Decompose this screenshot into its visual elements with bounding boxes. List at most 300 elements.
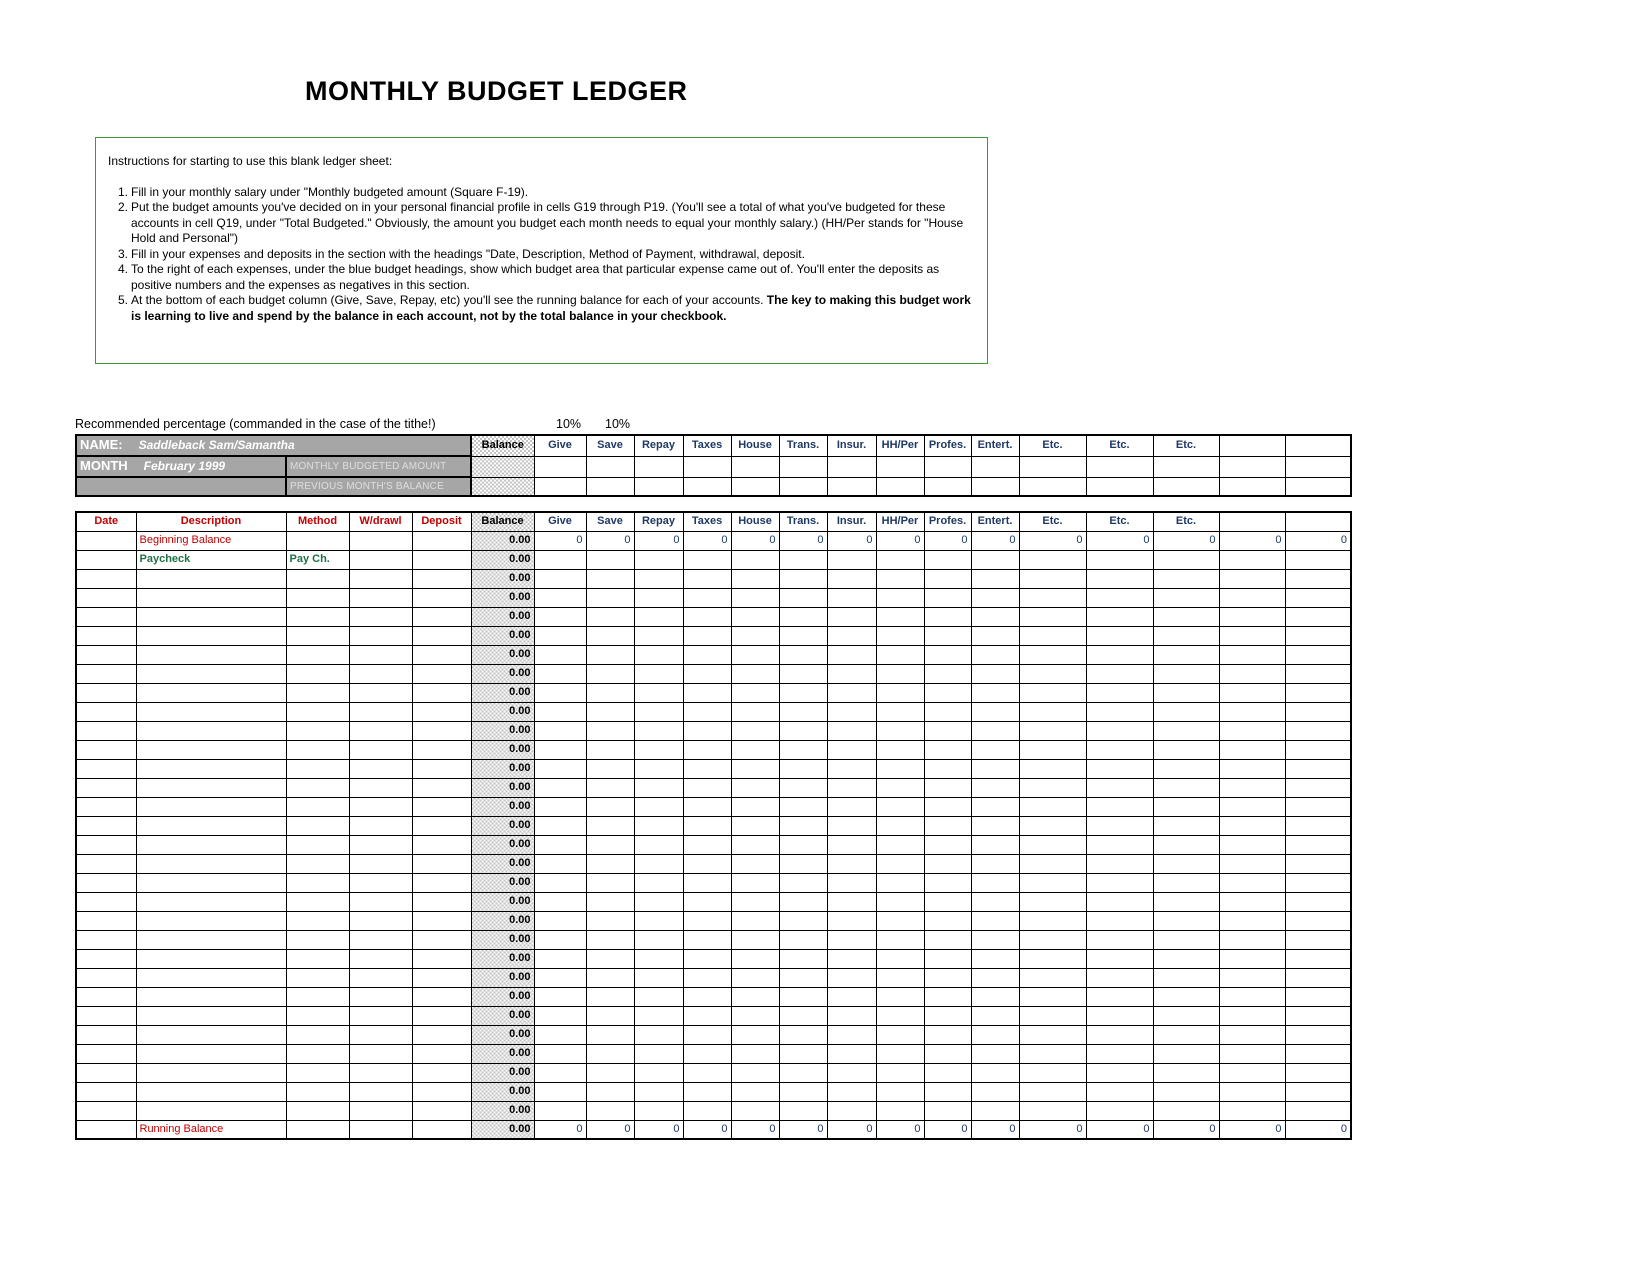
category-amount-cell (779, 930, 827, 949)
name-cell (76, 435, 471, 456)
monthly-budgeted-amount-label: MONTHLY BUDGETED AMOUNT (286, 456, 471, 477)
description-cell (136, 721, 286, 740)
category-amount-cell (1285, 664, 1351, 683)
category-amount-cell (731, 854, 779, 873)
category-amount-cell (683, 683, 731, 702)
category-amount-cell (876, 854, 924, 873)
category-header-etc: Etc. (1086, 512, 1153, 531)
category-amount-cell (534, 854, 586, 873)
category-amount-cell: 0 (779, 1120, 827, 1139)
category-amount-cell: 0 (971, 1120, 1019, 1139)
category-amount-cell (1285, 740, 1351, 759)
category-amount-cell (683, 740, 731, 759)
ledger-row-paycheck (76, 550, 1351, 569)
category-amount-cell (827, 892, 876, 911)
date-cell (76, 1120, 136, 1139)
category-amount-cell (924, 1025, 971, 1044)
category-amount-cell (586, 1063, 634, 1082)
deposit-cell (412, 930, 471, 949)
category-amount-cell (876, 664, 924, 683)
category-amount-cell (634, 949, 683, 968)
category-amount-cell: 0 (924, 1120, 971, 1139)
category-amount-cell (534, 816, 586, 835)
deposit-cell (412, 664, 471, 683)
description-cell (136, 892, 286, 911)
ledger-row-empty (76, 1082, 1351, 1101)
description-cell (136, 968, 286, 987)
balance-cell: 0.00 (471, 873, 534, 892)
category-amount-cell (683, 1101, 731, 1120)
budget-amount-cell (1219, 456, 1285, 477)
date-cell (76, 797, 136, 816)
category-amount-cell (971, 1063, 1019, 1082)
category-amount-cell (971, 911, 1019, 930)
method-cell (286, 569, 349, 588)
category-amount-cell (876, 911, 924, 930)
category-amount-cell (924, 683, 971, 702)
category-amount-cell (1086, 968, 1153, 987)
category-amount-cell (876, 987, 924, 1006)
category-amount-cell: 0 (731, 1120, 779, 1139)
category-amount-cell (731, 778, 779, 797)
category-amount-cell (1153, 740, 1219, 759)
category-header-profes: Profes. (924, 435, 971, 456)
method-cell (286, 892, 349, 911)
category-amount-cell (924, 911, 971, 930)
category-amount-cell (876, 968, 924, 987)
previous-balance-category-cell (731, 477, 779, 496)
deposit-cell (412, 797, 471, 816)
category-amount-cell (876, 892, 924, 911)
category-amount-cell (827, 550, 876, 569)
withdrawal-cell (349, 930, 412, 949)
category-amount-cell (1285, 835, 1351, 854)
withdrawal-cell (349, 683, 412, 702)
category-amount-cell (924, 797, 971, 816)
method-cell (286, 968, 349, 987)
category-amount-cell (1285, 1101, 1351, 1120)
category-amount-cell (634, 797, 683, 816)
category-amount-cell (1086, 721, 1153, 740)
category-amount-cell (634, 740, 683, 759)
category-amount-cell (1153, 645, 1219, 664)
description-cell (136, 664, 286, 683)
category-amount-cell (731, 1025, 779, 1044)
category-amount-cell (971, 778, 1019, 797)
category-amount-cell (1219, 588, 1285, 607)
category-amount-cell (586, 1006, 634, 1025)
description-cell (136, 588, 286, 607)
category-amount-cell (1086, 949, 1153, 968)
category-amount-cell (731, 968, 779, 987)
category-amount-cell (586, 797, 634, 816)
category-amount-cell (683, 778, 731, 797)
instructions-intro: Instructions for starting to use this blank ledger sheet: (108, 154, 393, 168)
category-amount-cell (779, 626, 827, 645)
category-amount-cell (586, 683, 634, 702)
description-cell (136, 1082, 286, 1101)
category-amount-cell (534, 645, 586, 664)
withdrawal-cell (349, 797, 412, 816)
category-amount-cell (683, 968, 731, 987)
category-amount-cell (779, 645, 827, 664)
category-amount-cell (827, 702, 876, 721)
category-amount-cell (779, 1006, 827, 1025)
category-amount-cell (779, 759, 827, 778)
category-amount-cell (534, 1101, 586, 1120)
ledger-table (75, 511, 1352, 1140)
category-amount-cell (1019, 892, 1086, 911)
description-cell (136, 1025, 286, 1044)
category-amount-cell (1019, 550, 1086, 569)
category-amount-cell (731, 797, 779, 816)
category-amount-cell (1219, 1063, 1285, 1082)
category-amount-cell (1019, 664, 1086, 683)
category-amount-cell (971, 854, 1019, 873)
withdrawal-cell (349, 702, 412, 721)
withdrawal-cell (349, 721, 412, 740)
category-amount-cell (1285, 816, 1351, 835)
category-amount-cell (924, 759, 971, 778)
category-header-give: Give (534, 512, 586, 531)
withdrawal-cell (349, 1044, 412, 1063)
method-cell (286, 1120, 349, 1139)
ledger-header-description: Description (136, 512, 286, 531)
category-amount-cell (827, 1044, 876, 1063)
withdrawal-cell (349, 759, 412, 778)
withdrawal-cell (349, 626, 412, 645)
category-amount-cell (1019, 968, 1086, 987)
category-amount-cell (1153, 683, 1219, 702)
deposit-cell (412, 1120, 471, 1139)
description-cell (136, 645, 286, 664)
category-amount-cell (731, 569, 779, 588)
category-amount-cell (971, 721, 1019, 740)
instruction-text: Put the budget amounts you've decided on in your personal financial profile in cells G19 through P19. (You'll see a total of what you've budgeted for these accounts in cell Q19, under "Total Budgeted." Obviously, the amount you budget each month needs to equal your monthly salary.) (HH/Per stands for "House Hold and Personal") (131, 200, 964, 245)
previous-balance-category-cell (1219, 477, 1285, 496)
method-cell (286, 1025, 349, 1044)
category-amount-cell (1285, 550, 1351, 569)
category-amount-cell (1285, 987, 1351, 1006)
category-amount-cell (1285, 569, 1351, 588)
date-cell (76, 968, 136, 987)
category-amount-cell (534, 949, 586, 968)
category-amount-cell (1219, 930, 1285, 949)
category-amount-cell (1219, 569, 1285, 588)
category-amount-cell (1285, 854, 1351, 873)
ledger-row-empty (76, 1006, 1351, 1025)
category-amount-cell (534, 778, 586, 797)
category-amount-cell (1219, 702, 1285, 721)
date-cell (76, 873, 136, 892)
category-amount-cell (827, 987, 876, 1006)
ledger-row-empty (76, 569, 1351, 588)
category-amount-cell (1285, 1044, 1351, 1063)
description-cell: Paycheck (136, 550, 286, 569)
category-amount-cell (971, 607, 1019, 626)
category-amount-cell (1086, 930, 1153, 949)
category-amount-cell (634, 854, 683, 873)
category-header-hhper: HH/Per (876, 512, 924, 531)
description-cell (136, 797, 286, 816)
category-amount-cell (827, 607, 876, 626)
category-amount-cell: 0 (534, 531, 586, 550)
category-amount-cell: 0 (634, 1120, 683, 1139)
description-cell (136, 1101, 286, 1120)
category-amount-cell (1086, 854, 1153, 873)
deposit-cell (412, 892, 471, 911)
category-amount-cell (827, 1063, 876, 1082)
deposit-cell (412, 588, 471, 607)
category-amount-cell (534, 683, 586, 702)
budget-amount-cell (827, 456, 876, 477)
date-cell (76, 626, 136, 645)
date-cell (76, 759, 136, 778)
category-amount-cell (534, 1082, 586, 1101)
category-amount-cell (1153, 607, 1219, 626)
name-value: Saddleback Sam/Samantha (138, 438, 295, 452)
balance-cell: 0.00 (471, 740, 534, 759)
ledger-header-deposit: Deposit (412, 512, 471, 531)
category-amount-cell (534, 664, 586, 683)
withdrawal-cell (349, 664, 412, 683)
method-cell (286, 1044, 349, 1063)
category-amount-cell (827, 740, 876, 759)
category-amount-cell (1219, 550, 1285, 569)
ledger-row-empty (76, 607, 1351, 626)
deposit-cell (412, 987, 471, 1006)
balance-cell: 0.00 (471, 645, 534, 664)
category-amount-cell (1153, 930, 1219, 949)
method-cell (286, 1082, 349, 1101)
category-amount-cell (971, 987, 1019, 1006)
date-cell (76, 1082, 136, 1101)
description-cell (136, 683, 286, 702)
category-amount-cell (876, 835, 924, 854)
recommended-percentage-label: Recommended percentage (commanded in the case of the tithe!) (75, 417, 436, 431)
category-amount-cell (1285, 1082, 1351, 1101)
deposit-cell (412, 1101, 471, 1120)
category-amount-cell: 0 (731, 531, 779, 550)
category-amount-cell (586, 626, 634, 645)
category-amount-cell (634, 816, 683, 835)
category-amount-cell (683, 588, 731, 607)
description-cell (136, 930, 286, 949)
category-amount-cell (1219, 759, 1285, 778)
category-amount-cell (1153, 664, 1219, 683)
previous-balance-category-cell (1086, 477, 1153, 496)
category-amount-cell (1019, 645, 1086, 664)
category-amount-cell (876, 778, 924, 797)
category-amount-cell (876, 759, 924, 778)
category-amount-cell (634, 588, 683, 607)
description-cell (136, 607, 286, 626)
category-amount-cell (1019, 1025, 1086, 1044)
method-cell (286, 683, 349, 702)
category-amount-cell (779, 721, 827, 740)
category-amount-cell (1019, 1082, 1086, 1101)
category-amount-cell (586, 588, 634, 607)
instruction-item-2 (108, 200, 973, 247)
date-cell (76, 740, 136, 759)
category-amount-cell (779, 835, 827, 854)
empty-header-cell (1219, 512, 1285, 531)
category-amount-cell (731, 930, 779, 949)
category-amount-cell (586, 968, 634, 987)
category-amount-cell (586, 1044, 634, 1063)
category-amount-cell: 0 (876, 531, 924, 550)
date-cell (76, 569, 136, 588)
balance-cell: 0.00 (471, 930, 534, 949)
method-cell (286, 987, 349, 1006)
category-amount-cell (971, 892, 1019, 911)
date-cell (76, 854, 136, 873)
category-amount-cell (683, 911, 731, 930)
category-amount-cell (1019, 740, 1086, 759)
method-cell (286, 702, 349, 721)
category-amount-cell (1153, 759, 1219, 778)
category-amount-cell (1285, 968, 1351, 987)
category-amount-cell (827, 835, 876, 854)
category-amount-cell: 0 (827, 1120, 876, 1139)
category-amount-cell (876, 702, 924, 721)
save-percentage-value: 10% (605, 417, 631, 431)
method-cell (286, 588, 349, 607)
category-amount-cell (924, 987, 971, 1006)
page-title: MONTHLY BUDGET LEDGER (305, 76, 688, 106)
category-amount-cell (683, 569, 731, 588)
description-cell (136, 778, 286, 797)
category-amount-cell (1086, 1101, 1153, 1120)
category-amount-cell (1219, 626, 1285, 645)
category-amount-cell (1153, 816, 1219, 835)
category-amount-cell (1153, 1025, 1219, 1044)
category-amount-cell (779, 949, 827, 968)
category-amount-cell (683, 1006, 731, 1025)
category-amount-cell (683, 626, 731, 645)
method-cell (286, 1101, 349, 1120)
category-amount-cell (1219, 854, 1285, 873)
month-value: February 1999 (143, 459, 226, 473)
category-amount-cell (971, 1044, 1019, 1063)
category-amount-cell (1019, 1063, 1086, 1082)
category-amount-cell (634, 1082, 683, 1101)
category-header-insur: Insur. (827, 512, 876, 531)
balance-cell: 0.00 (471, 892, 534, 911)
category-amount-cell (731, 949, 779, 968)
previous-balance-category-cell (586, 477, 634, 496)
category-amount-cell (1153, 854, 1219, 873)
category-amount-cell (731, 702, 779, 721)
category-amount-cell: 0 (1086, 1120, 1153, 1139)
category-amount-cell (1019, 702, 1086, 721)
category-amount-cell (1219, 987, 1285, 1006)
date-cell (76, 835, 136, 854)
category-amount-cell (634, 1025, 683, 1044)
method-cell (286, 778, 349, 797)
category-amount-cell (1086, 1025, 1153, 1044)
category-amount-cell (1219, 1044, 1285, 1063)
category-amount-cell (534, 607, 586, 626)
date-cell (76, 1006, 136, 1025)
category-amount-cell (683, 797, 731, 816)
instructions-list (108, 185, 973, 325)
category-amount-cell (731, 873, 779, 892)
category-amount-cell (586, 854, 634, 873)
category-amount-cell (1219, 645, 1285, 664)
withdrawal-cell (349, 531, 412, 550)
deposit-cell (412, 1044, 471, 1063)
category-amount-cell (534, 759, 586, 778)
method-cell (286, 873, 349, 892)
category-amount-cell (1285, 911, 1351, 930)
withdrawal-cell (349, 607, 412, 626)
description-cell (136, 626, 286, 645)
category-amount-cell (1086, 987, 1153, 1006)
category-amount-cell (1019, 626, 1086, 645)
category-amount-cell (876, 740, 924, 759)
category-amount-cell (586, 607, 634, 626)
category-amount-cell (971, 740, 1019, 759)
category-amount-cell (1219, 1101, 1285, 1120)
category-amount-cell (586, 1025, 634, 1044)
category-amount-cell (586, 550, 634, 569)
instruction-text: Fill in your expenses and deposits in the section with the headings "Date, Description, Method of Payment, withdrawal, deposit. (131, 246, 805, 261)
previous-balance-category-cell (1285, 477, 1351, 496)
category-amount-cell (779, 607, 827, 626)
ledger-row-empty (76, 816, 1351, 835)
category-amount-cell (1285, 702, 1351, 721)
deposit-cell (412, 721, 471, 740)
category-header-etc: Etc. (1019, 435, 1086, 456)
category-amount-cell (1019, 987, 1086, 1006)
balance-cell: 0.00 (471, 949, 534, 968)
category-header-hhper: HH/Per (876, 435, 924, 456)
ledger-row-empty (76, 740, 1351, 759)
category-amount-cell (731, 740, 779, 759)
ledger-row-empty (76, 588, 1351, 607)
category-amount-cell (827, 1025, 876, 1044)
category-amount-cell (876, 1082, 924, 1101)
category-amount-cell (1086, 607, 1153, 626)
category-amount-cell (971, 683, 1019, 702)
category-amount-cell (683, 949, 731, 968)
category-amount-cell (1153, 892, 1219, 911)
category-amount-cell (586, 721, 634, 740)
category-amount-cell (1019, 721, 1086, 740)
category-amount-cell (634, 569, 683, 588)
category-amount-cell: 0 (827, 531, 876, 550)
category-amount-cell (971, 645, 1019, 664)
category-amount-cell (586, 569, 634, 588)
category-amount-cell (534, 968, 586, 987)
category-amount-cell (971, 1025, 1019, 1044)
category-amount-cell (1019, 569, 1086, 588)
deposit-cell (412, 835, 471, 854)
category-amount-cell (634, 778, 683, 797)
description-cell (136, 569, 286, 588)
category-amount-cell: 0 (876, 1120, 924, 1139)
previous-month-balance-label: PREVIOUS MONTH'S BALANCE (286, 477, 471, 496)
category-amount-cell (534, 892, 586, 911)
ledger-row-empty (76, 1044, 1351, 1063)
category-amount-cell (634, 911, 683, 930)
ledger-row-empty (76, 987, 1351, 1006)
previous-balance-category-cell (924, 477, 971, 496)
balance-column-header: Balance (471, 435, 534, 456)
instruction-text: To the right of each expenses, under the blue budget headings, show which budget area that particular expense came out of. You'll enter the deposits as positive numbers and the expenses as negatives in this section. (131, 262, 940, 292)
balance-cell: 0.00 (471, 588, 534, 607)
